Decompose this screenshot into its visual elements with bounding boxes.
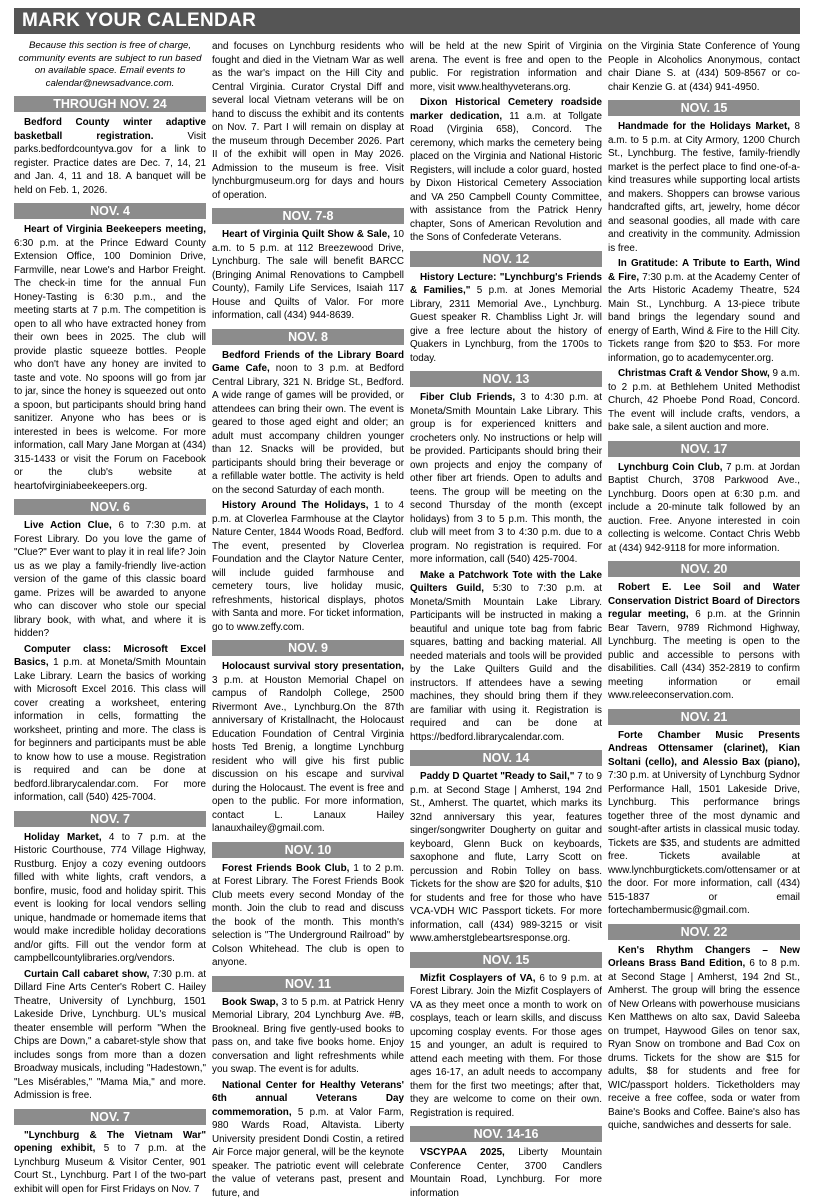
date-banner: NOV. 14-16: [410, 1126, 602, 1142]
section-header: MARK YOUR CALENDAR: [14, 8, 800, 34]
event-listing: [212, 862, 404, 970]
event-listing: [410, 96, 602, 245]
event-details: 10 a.m. to 5 p.m. at 112 Breezewood Drive, Lynchburg. The sale will benefit BARCC (Bringing Animal Renovations to Campbell County), Family Life Services, Isaiah 117 House and Quilts of Valor. For more information, call (434) 944-8639.: [212, 229, 404, 321]
date-banner: NOV. 8: [212, 329, 404, 345]
date-banner: NOV. 15: [608, 100, 800, 116]
event-details: 5 p.m. at Jones Memorial Library, 2311 Memorial Ave., Lynchburg. Guest speaker R. Chambliss Light Jr. will give a free lecture about the history of Quakers in Lynchburg, from the 1700s to today.: [410, 285, 602, 364]
event-details: 6 to 7:30 p.m. at Forest Library. Do you love the game of "Clue?" Ever want to play it in real life? Join us as we play a family-friendly live-action version of the game of this classic board game. Prizes will be awarded to anyone who can discover who stole our special library book, with what, and where it is hidden?: [14, 520, 206, 640]
date-banner: THROUGH NOV. 24: [14, 96, 206, 112]
date-banner: NOV. 7-8: [212, 208, 404, 224]
event-details: 6 p.m. at the Grinnin Bear Tavern, 9789 Richmond Highway, Lynchburg. The meeting is open to the public and accessible to persons with disabilities. Call (434) 352-2819 to confirm meeting information or email www.releeconservation.com.: [608, 609, 800, 701]
event-details: 9 a.m. to 2 p.m. at Bethlehem United Methodist Church, 42 Phoebe Pond Road, Concord. The event will include crafts, vendors, a bake sale, a silent auction and more.: [608, 368, 800, 433]
date-banner: NOV. 7: [14, 811, 206, 827]
event-details: will be held at the new Spirit of Virginia arena. The event is free and open to the public. For registration information and more, visit www.healthyveterans.org.: [410, 41, 602, 93]
event-details: 7:30 p.m. at Dillard Fine Arts Center's Robert C. Hailey Theatre, University of Lynchburg, 1501 Lakeside Drive, Lynchburg. UL's musical theater ensemble will perform "When the Chips are Down," a cabaret-style show that includes songs from more than a dozen Broadway musicals, including "Hadestown," "Les Misérables," "Mama Mia," and more. Admission is free.: [14, 968, 206, 1102]
event-listing: [608, 120, 800, 255]
event-listing: [212, 1079, 404, 1201]
event-listing: [14, 831, 206, 966]
event-title: VSCYPAA 2025,: [420, 1147, 505, 1158]
event-title: Heart of Virginia Beekeepers meeting,: [24, 224, 206, 236]
event-details: 6 to 9 p.m. at Forest Library. Join the Mizfit Cosplayers of VA as they meet once a month to work on cosplays, teach or learn skills, and discuss upcoming cosplay events. For those ages 15 and younger, an adult is required to attend each meeting with them. For those ages 16-17, an adult needs to accompany them for the first two meetings; after that, they are welcome to come on their own. Registration is required.: [410, 972, 602, 1119]
date-banner: NOV. 22: [608, 924, 800, 940]
event-title: "Lynchburg & The Vietnam War" opening exhibit,: [14, 1129, 206, 1155]
date-banner: NOV. 9: [212, 640, 404, 656]
event-details: 4 to 7 p.m. at the Historic Courthouse, 774 Village Highway, Rustburg. Enjoy a cozy evening outdoors filled with white lights, craft vendors, a bonfire, music, food and holiday spirit. This event is looking for local vendors selling unique, handmade or homemade items that would make incredible holiday decorations and/or gifts. Fill out the vendor form at campbellcountylibraries.org/vendors.: [14, 831, 206, 965]
columns: [14, 40, 800, 1200]
event-listing: [14, 1129, 206, 1197]
event-title: Handmade for the Holidays Market,: [618, 121, 791, 132]
event-title: Bedford County winter adaptive basketball registration.: [14, 117, 206, 142]
event-details: noon to 3 p.m. at Bedford Central Library, 321 N. Bridge St., Bedford. A wide range of games will be provided, or attendees can bring their own. The event is geared to those aged eight and older; an adult must accompany children younger than 12. Snacks will be provided, but participants should bring their beverage or a refillable water bottle. The activity is held on the second Saturday of each month.: [212, 363, 404, 496]
column-2: [212, 40, 404, 1200]
event-details: 1 to 2 p.m. at Forest Library. The Forest Friends Book Club meets every second Monday of the month. Join the club to read and discuss the book of the month. This month's selection is "The Underground Railroad" by Colson Whitehead. The club is open to anyone.: [212, 862, 404, 968]
event-listing: [14, 519, 206, 641]
event-details: 5 to 7 p.m. at the Lynchburg Museum & Visitor Center, 901 Court St., Lynchburg. Part I of the two-part exhibit will open for First Fridays on Nov. 7: [14, 1143, 206, 1195]
event-details: 6 to 8 p.m. at Second Stage | Amherst, 194 2nd St., Amherst. The group will bring the essence of New Orleans with powerhouse musicians Ken Matthews on alto sax, David Saleeba on trumpet, Haywood Giles on tenor sax, Ryan Snow on trombone and Bad Cox on drums. Tickets for the show are $15 for adults, $8 for students and free for WIC/passport holders. Ticketholders may receive a free coffee, soda or water from Baine's Books and Coffee. Baine's also has quiche, sandwiches and desserts for sale.: [608, 958, 800, 1131]
event-details: Liberty Mountain Conference Center, 3700 Candlers Mountain Road, Lynchburg. For more information: [410, 1147, 602, 1199]
event-details: 5 p.m. at Valor Farm, 980 Wards Road, Altavista. Liberty University president Dondi Costin, a retired Air Force major general, will be the keynote speaker. The patriotic event will celebrate the value of veterans past, present and future, and: [212, 1106, 404, 1199]
event-listing: [410, 972, 602, 1121]
date-banner: NOV. 17: [608, 441, 800, 457]
event-title: Holiday Market,: [24, 831, 102, 843]
event-details: 7 to 9 p.m. at Second Stage | Amherst, 194 2nd St., Amherst. The quartet, which marks its 32nd anniversary this year, features singer/songwriter Dougherty on guitar and keyboard, Glenn Buck on keyboards, saxophone and flute, Larry Scott on percussion and Robin Tolley on bass. Tickets for the show are $20 for adults, $10 for students and free for those who have VCA-VDH WIC Passport tickets. For more information, call (434) 989-3215 or visit www.amherstglebeartsresponse.org.: [410, 771, 602, 944]
date-banner: NOV. 12: [410, 251, 602, 267]
event-details: 5:30 to 7:30 p.m. at Moneta/Smith Mountain Lake Library. Participants will be instructed in making a beautiful and unique tote bag from fabric squares, batting and backing material. All needed materials and tools will be provided by the Lake Quilters Guild and the instructors. If attendees have a sewing machines, they should bring them if they are familiar with using it. Registration is required and can be done at https://bedford.librarycalendar.com.: [410, 583, 602, 743]
event-listing: [608, 729, 800, 918]
date-banner: NOV. 13: [410, 371, 602, 387]
event-listing: [608, 581, 800, 703]
event-title: Live Action Clue,: [24, 520, 112, 532]
event-listing: [608, 944, 800, 1133]
event-title: Fiber Club Friends,: [420, 392, 516, 403]
event-details: Visit parks.bedfordcountyva.gov for a link to register. Practice dates are Dec. 7, 14, 21 and Jan. 4, 11 and 18. A banquet will be held on Feb. 1, 2026.: [14, 130, 206, 196]
event-title: Forte Chamber Music Presents Andreas Ottensamer (clarinet), Kian Soltani (cello), and Alessio Bax (piano),: [608, 729, 800, 768]
event-listing: [410, 770, 602, 946]
event-listing: [410, 1146, 602, 1200]
event-title: Paddy D Quartet "Ready to Sail,": [420, 771, 575, 782]
event-listing: [212, 996, 404, 1077]
event-title: Curtain Call cabaret show,: [24, 968, 150, 980]
event-title: History Around The Holidays,: [222, 500, 369, 511]
event-listing: [608, 461, 800, 556]
event-details: 7 p.m. at Jordan Baptist Church, 3708 Parkwood Ave., Lynchburg. Doors open at 6:30 p.m. and include a 20-minute talk followed by an auction. Free. Anyone interested in coin collecting is welcome. Contact Chris Webb at (434) 942-9118 for more information.: [608, 461, 800, 554]
event-listing: [608, 367, 800, 435]
date-banner: NOV. 11: [212, 976, 404, 992]
date-banner: NOV. 6: [14, 499, 206, 515]
date-banner: NOV. 15: [410, 952, 602, 968]
event-title: Bedford Friends of the Library Board Game Cafe,: [212, 349, 404, 374]
date-banner: NOV. 20: [608, 561, 800, 577]
event-listing: [608, 257, 800, 365]
event-details: 1 to 4 p.m. at Cloverlea Farmhouse at the Claytor Nature Center, 1844 Woods Road, Bedford. The event, presented by Cloverlea Foundation and the Claytor Nature Center, will include guided farmhouse and cemetery tours, live holiday music, refreshments, historical displays, photos with Santa and more. For ticket information, go to www.zeffy.com.: [212, 500, 404, 633]
event-listing: [14, 223, 206, 493]
event-listing: [14, 643, 206, 805]
column-3: [410, 40, 602, 1200]
event-listing: [14, 968, 206, 1103]
date-banner: NOV. 7: [14, 1109, 206, 1125]
event-listing: [410, 391, 602, 567]
event-title: Robert E. Lee Soil and Water Conservation District Board of Directors regular meeting,: [608, 582, 800, 620]
column-1: [14, 40, 206, 1200]
event-title: In Gratitude: A Tribute to Earth, Wind & Fire,: [608, 258, 800, 283]
event-details: and focuses on Lynchburg residents who fought and died in the Vietnam War as well as the war's impact on the Hill City and Central Virginia. Curator Crystal Diff and several local Vietnam veterans will be on hand to discuss the exhibit and its contents on Nov. 7. Part I will remain on display at the museum through December 2026. Part II of the exhibit will open in May 2026. Admission to the museum is free. Visit lynchburgmuseum.org for days and hours of operation.: [212, 41, 404, 201]
event-listing: [212, 349, 404, 498]
intro-note: Because this section is free of charge, community events are subject to run based on available space. Email events to calendar@newsadvance.com.: [18, 40, 202, 89]
event-details: on the Virginia State Conference of Young People in Alcoholics Anonymous, contact chair Diane S. at (434) 509-8567 or co-chair Kenzie G. at (434) 941-4950.: [608, 41, 800, 93]
event-listing: [410, 40, 602, 94]
date-banner: NOV. 10: [212, 842, 404, 858]
event-details: 3 p.m. at Houston Memorial Chapel on campus of Randolph College, 2500 Rivermont Ave., Lynchburg.On the 87th anniversary of Kristallnacht, the Holocaust Education Foundation of Central Virginia hosts Ted Brenig, a longtime Lynchburg resident who will give his first public discussion on his escape and survival during the Holocaust. The event is free and open to the public. For more information, contact L. Lanaux Hailey lanauxhailey@gmail.com.: [212, 674, 404, 834]
event-title: Computer class: Microsoft Excel Basics,: [14, 643, 206, 669]
date-banner: NOV. 14: [410, 750, 602, 766]
event-listing: [212, 660, 404, 836]
event-title: Ken's Rhythm Changers – New Orleans Brass Band Edition,: [608, 944, 800, 969]
event-title: Heart of Virginia Quilt Show & Sale,: [222, 229, 390, 240]
column-4: [608, 40, 800, 1200]
event-details: 7:30 p.m. at the Academy Center of the Arts Historic Academy Theatre, 524 Main St., Lynchburg. A 13-piece tribute band brings the legendary sound and energy of Earth, Wind & Fire to the Hill City. Tickets range from $20 to $53. For more information, go to academycenter.org.: [608, 271, 800, 364]
event-listing: [212, 499, 404, 634]
date-banner: NOV. 4: [14, 203, 206, 219]
event-title: History Lecture: "Lynchburg's Friends & Families,": [410, 271, 602, 296]
event-title: Forest Friends Book Club,: [222, 862, 350, 874]
event-details: 3 to 4:30 p.m. at Moneta/Smith Mountain Lake Library. This group is for experienced knitters and crocheters only. No instructions or help will be provided. Participants should bring their own projects and enjoy the company of other fiber art friends. Open to adults and teens. The group will be meeting on the second Thursday of the month (except holidays) from 3 to 5 p.m. This month, the club will meet from 3 to 4:30 p.m. due to a program. No registration is required. For more information, call (540) 425-7004.: [410, 392, 602, 565]
event-listing: [212, 228, 404, 323]
date-banner: NOV. 21: [608, 709, 800, 725]
event-title: Mizfit Cosplayers of VA,: [420, 972, 536, 984]
event-listing: [410, 271, 602, 366]
event-listing: [410, 569, 602, 745]
event-title: Holocaust survival story presentation,: [222, 661, 404, 672]
event-title: Christmas Craft & Vendor Show,: [618, 368, 770, 379]
event-title: Make a Patchwork Tote with the Lake Quilters Guild,: [410, 569, 602, 594]
event-details: 8 a.m. to 5 p.m. at City Armory, 1200 Church St., Lynchburg. The festive, family-friendly market is the perfect place to find one-of-a-kind treasures while supporting local artists and makers. Shoppers can browse various handcrafted gifts, art, jewelry, home décor and seasonal goodies, all made with care and creativity in the community. Admission is free.: [608, 121, 800, 254]
event-title: Book Swap,: [222, 996, 279, 1008]
event-listing: [212, 40, 404, 202]
event-details: 6:30 p.m. at the Prince Edward County Extension Office, 100 Dominion Drive, Farmville, near Lowe's and Harbor Freight. The check-in time for the annual Fun Honey-Tasting is 6:30 p.m., and the meeting starts at 7 p.m. The competition is open to all who have extracted honey from their own bees in 2025. The club will provide plastic squeeze bottles. People who don't have any honey are invited to taste and vote. No spoons will go from jar to jar, since the honey is squeezed out onto a spoon, but participants should bring hand sanitizer. Anyone who has bees or is interested in bees is welcome. For more information, call Mary Jane Morgan at (434) 315-1433 or visit the Forum on Facebook or the club's website at heartofvirginiabeekeepers.org.: [14, 237, 206, 492]
event-listing: [14, 116, 206, 197]
event-details: 7:30 p.m. at University of Lynchburg Sydnor Performance Hall, 1501 Lakeside Drive, Lynchburg. This performance brings together three of the most dynamic and sought-after artists in classical music today. Tickets are $35, and students are admitted free. Tickets available at www.lynchburgtickets.com/ottensamer or at the door. For more information, call (434) 515-1837 or email fortechambermusic@gmail.com.: [608, 770, 800, 916]
event-title: Lynchburg Coin Club,: [618, 461, 723, 473]
event-details: 3 to 5 p.m. at Patrick Henry Memorial Library, 204 Lynchburg Ave. #B, Brookneal. Bring five gently-used books to pass on, and take five books home. Enjoy conversation and light refreshments while you swap. The event is for adults.: [212, 996, 404, 1075]
event-listing: [608, 40, 800, 94]
event-details: 11 a.m. at Tollgate Road (Virginia 658), Concord. The ceremony, which marks the cemetery being placed on the Virginia and National Historic Registers, will include a color guard, hosted by Dixon Historical Cemetery Association and VA 250 Campbell County Committee, with assistance from the Patrick Henry chapter, Sons of American Revolution and the Sons of Confederate Veterans.: [410, 110, 602, 243]
event-details: 1 p.m. at Moneta/Smith Mountain Lake Library. Learn the basics of working with Microsoft Excel 2016. This class will cover creating a worksheet, entering information in cells, formatting the worksheet, printing and more. The class is for beginners and participants must be able to know how to use a mouse. Registration is required and can be done at bedford.librarycalendar.com. For more information, call (540) 425-7004.: [14, 657, 206, 804]
event-title: National Center for Healthy Veterans' 6th annual Veterans Day commemoration,: [212, 1079, 404, 1118]
event-title: Dixon Historical Cemetery roadside marker dedication,: [410, 97, 602, 122]
